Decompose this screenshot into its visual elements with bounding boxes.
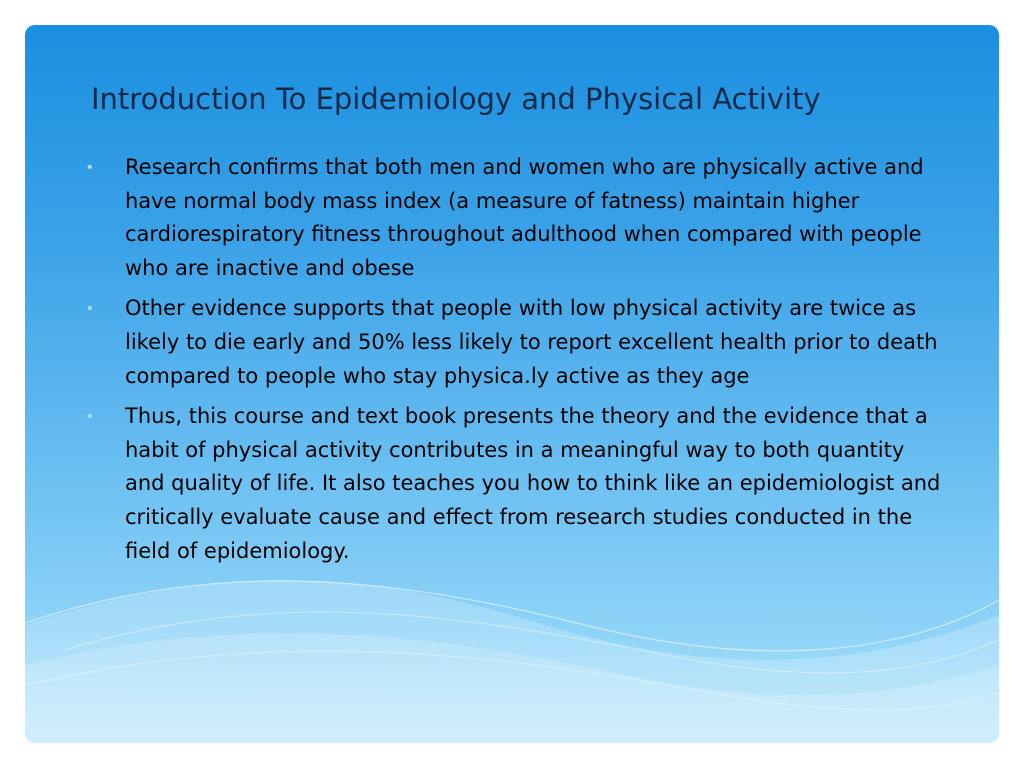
bullet-text: Other evidence supports that people with low physical activity are twice as likely to die early and 50% less likely to report excellent health prior to death compared to people who stay physica.ly active as they age: [125, 296, 938, 388]
bullet-item: [87, 400, 947, 568]
bullet-marker: •: [87, 300, 93, 318]
slide-background-panel: [25, 25, 999, 743]
bullet-text: Thus, this course and text book presents the theory and the evidence that a habit of physical activity contributes in a meaningful way to both quantity and quality of life. It also teaches you how to think like an epidemiologist and critically evaluate cause and effect from research studies conducted in the field of epidemiology.: [125, 404, 941, 563]
bullet-item: [87, 292, 947, 393]
slide-title: Introduction To Epidemiology and Physical Activity: [91, 82, 821, 116]
bullet-list: [87, 151, 947, 575]
bullet-marker: •: [87, 408, 93, 426]
bullet-item: [87, 151, 947, 285]
bullet-text: Research confirms that both men and women who are physically active and have normal body mass index (a measure of fatness) maintain higher cardiorespiratory fitness throughout adulthood when compared with people who are inactive and obese: [125, 155, 924, 280]
bullet-marker: •: [87, 159, 93, 176]
